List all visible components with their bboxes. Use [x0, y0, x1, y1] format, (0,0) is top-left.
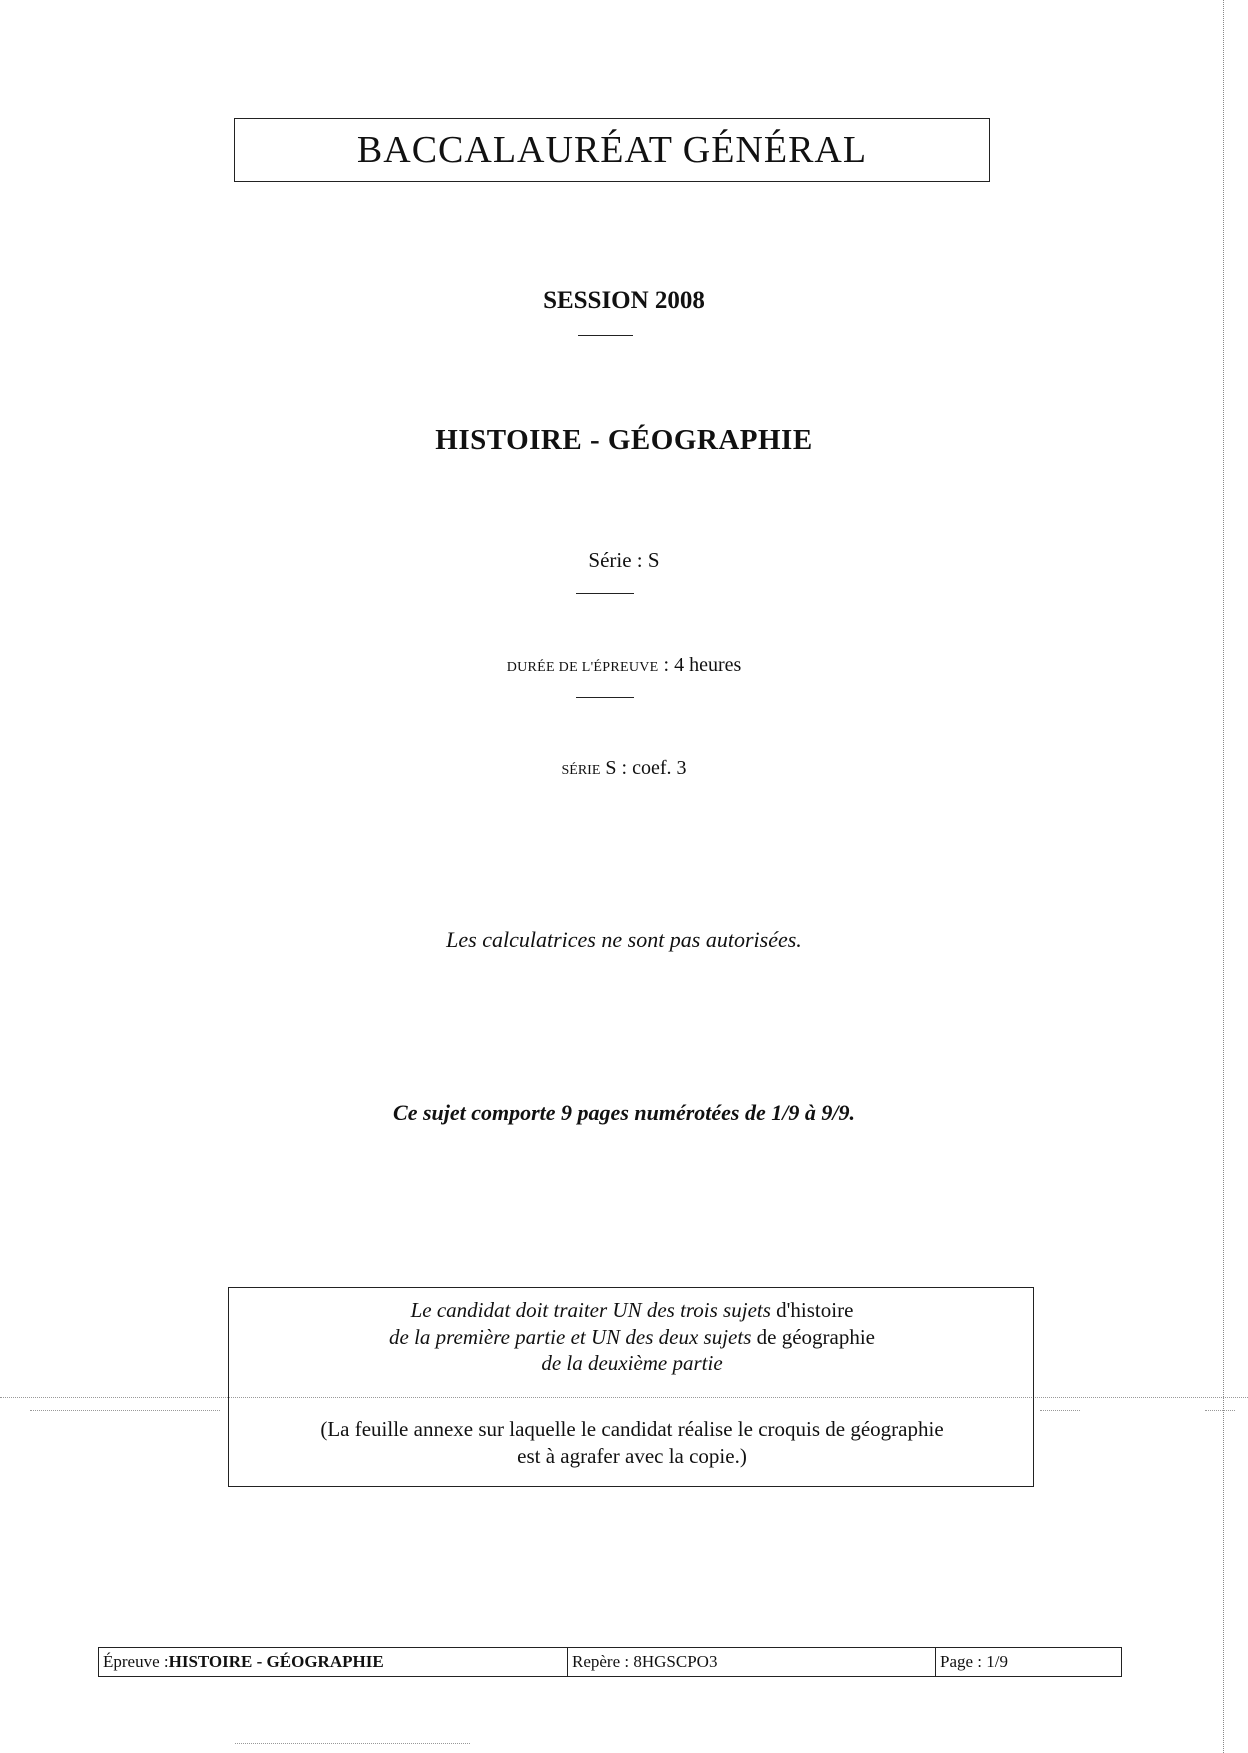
footer-epreuve: [99, 1648, 567, 1676]
footer-page: Page : 1/9: [935, 1648, 1121, 1676]
scan-dotted-line: [1205, 1410, 1235, 1411]
instruction-line: [229, 1324, 1035, 1350]
session-label: SESSION 2008: [543, 287, 705, 314]
coefficient-line: [0, 757, 1248, 780]
instruction-line: [229, 1297, 1035, 1323]
instructions-box: [228, 1287, 1034, 1487]
page-count-notice: Ce sujet comporte 9 pages numérotées de 1/9 à 9/9.: [393, 1100, 855, 1125]
divider: [576, 697, 634, 698]
scan-dotted-line: [1040, 1410, 1080, 1411]
footer-epreuve-label: Épreuve :: [103, 1652, 169, 1671]
instruction-text: d'histoire: [770, 1298, 854, 1322]
duration-value: : 4 heures: [658, 654, 742, 676]
serie-label: Série : S: [588, 548, 660, 572]
footer-repere: Repère : 8HGSCPO3: [567, 1648, 935, 1676]
exam-title: BACCALAURÉAT GÉNÉRAL: [356, 129, 868, 171]
footer-epreuve-value: HISTOIRE - GÉOGRAPHIE: [168, 1652, 384, 1671]
duration-line: [0, 654, 1248, 677]
annex-note-line: (La feuille annexe sur laquelle le candidat réalise le croquis de géographie: [320, 1417, 944, 1441]
footer-table: [98, 1647, 1122, 1677]
annex-note-line: est à agrafer avec la copie.): [517, 1444, 747, 1468]
divider: [576, 593, 634, 594]
instruction-text: de la deuxième partie: [541, 1351, 723, 1375]
subject-title: HISTOIRE - GÉOGRAPHIE: [435, 424, 813, 456]
coefficient-label: SÉRIE: [561, 763, 601, 778]
divider: [578, 335, 633, 336]
calculator-notice: Les calculatrices ne sont pas autorisées.: [446, 927, 802, 952]
scan-edge-line: [1223, 0, 1225, 1753]
instruction-text: Le candidat doit traiter UN des trois sujets: [410, 1298, 771, 1322]
scan-dotted-line: [235, 1743, 470, 1744]
instruction-text: de la première partie et UN des deux sujets: [389, 1325, 752, 1349]
scan-dotted-line: [30, 1410, 220, 1411]
duration-label: DURÉE DE L'ÉPREUVE: [506, 660, 659, 675]
instruction-line: [229, 1350, 1035, 1376]
title-box: [234, 118, 990, 182]
instruction-text: de géographie: [751, 1325, 875, 1349]
coefficient-value: S : coef. 3: [600, 757, 687, 779]
